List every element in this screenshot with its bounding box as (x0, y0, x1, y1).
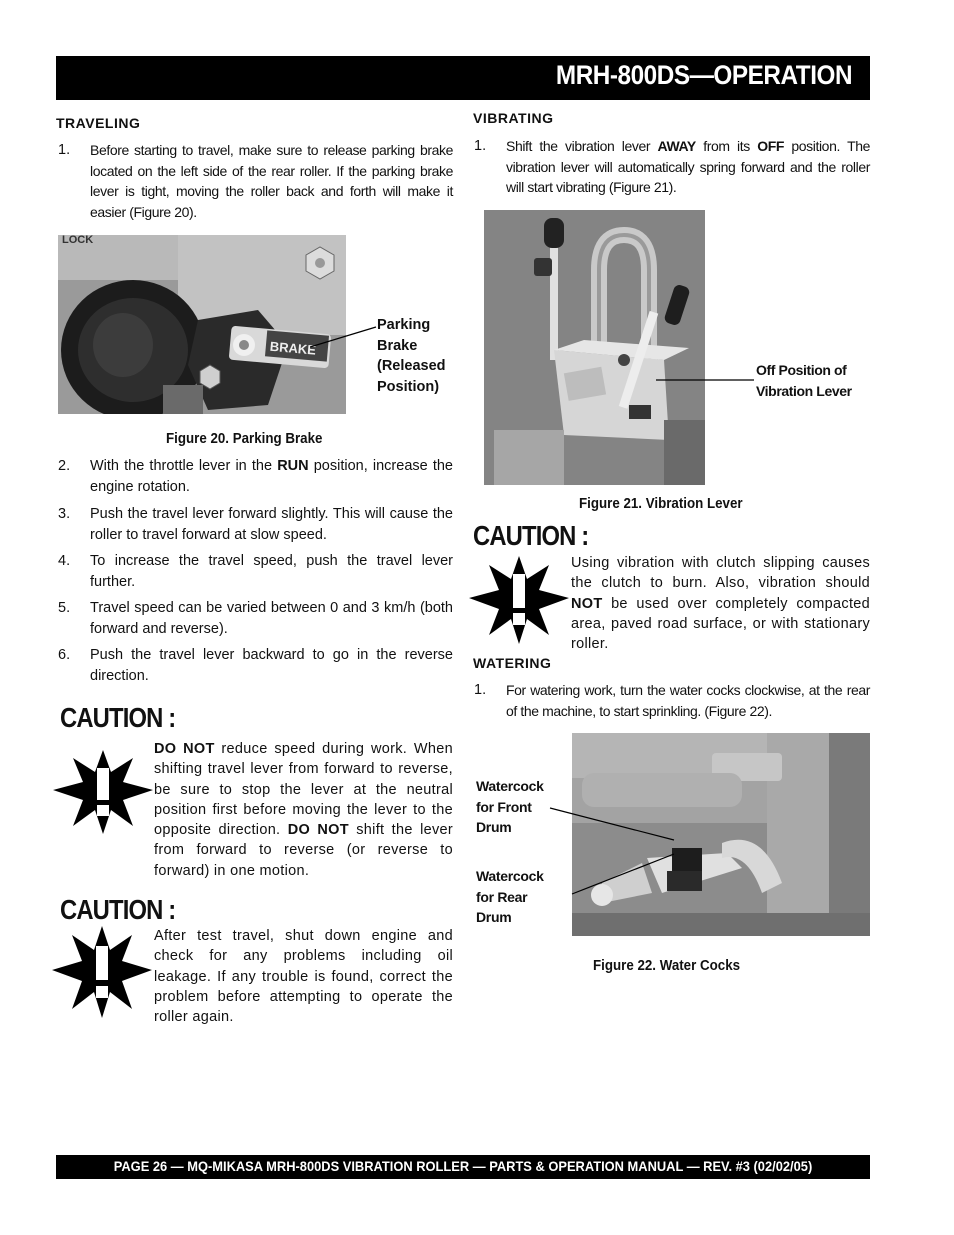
brake-label-text: BRAKE (269, 338, 317, 358)
figure21-caption: Figure 21. Vibration Lever (579, 496, 743, 512)
vibrating-step1-number: 1. (474, 138, 487, 154)
parking-brake-photo (58, 235, 346, 414)
traveling-step2-number: 2. (58, 458, 71, 474)
caution2-text: After test travel, shut down engine and check for any problems including oil leakage. If any trouble is found, correct the problem before attempting to operate the roller again. (154, 928, 453, 1026)
watering-step1-text: For watering work, turn the water cocks clockwise, at the rear of the machine, to start sprinkling. (Figure 22). (506, 682, 870, 719)
parking-brake-leader-line (310, 320, 380, 350)
traveling-step4-text: To increase the travel speed, push the travel lever further. (90, 553, 453, 590)
traveling-step6-number: 6. (58, 647, 71, 663)
watercock-rear-callout: Watercock for Rear Drum (476, 868, 544, 925)
vibrating-heading: VIBRATING (473, 110, 554, 126)
traveling-step3-text: Push the travel lever forward slightly. This will cause the roller to travel forward at slow speed. (90, 506, 453, 543)
traveling-heading: TRAVELING (56, 115, 141, 131)
watering-heading: WATERING (473, 655, 552, 671)
caution2-title: CAUTION : (60, 894, 176, 925)
caution1-title: CAUTION : (60, 702, 176, 733)
caution3-text: Using vibration with clutch slipping causes the clutch to burn. Also, vibration should NOT be used over completely compacted area, paved road surface, or with stationary roller. (571, 555, 870, 653)
traveling-step1-text: Before starting to travel, make sure to release parking brake located on the left side of the rear roller. If the parking brake lever is tight, moving the roller back and forth will make it easier (Figure 20). (90, 142, 453, 220)
vibration-lever-photo (484, 210, 705, 485)
caution3-warning-icon (469, 556, 569, 649)
traveling-step2-text: With the throttle lever in the RUN position, increase the engine rotation. (90, 458, 453, 495)
vibration-lever-leader-line (656, 374, 756, 386)
traveling-step4-number: 4. (58, 553, 71, 569)
caution2-warning-icon (52, 926, 152, 1023)
footer-text: PAGE 26 — MQ-MIKASA MRH-800DS VIBRATION ROLLER — PARTS & OPERATION MANUAL — REV. #3 (02/02/05) (113, 1158, 813, 1174)
header-bar (56, 56, 870, 100)
caution3-title: CAUTION : (473, 520, 589, 551)
watercock-front-callout: Watercock for Front Drum (476, 778, 544, 835)
watercock-leader-lines (548, 802, 678, 902)
traveling-step3-number: 3. (58, 506, 71, 522)
caution1-text: DO NOT reduce speed during work. When shifting travel lever from forward to reverse, be sure to stop the lever at the neutral position first before moving the lever to the opposite direction. DO NOT shift the lever from forward to reverse (or reverse to forward) in one motion. (154, 741, 453, 879)
figure22-caption: Figure 22. Water Cocks (593, 958, 741, 974)
caution1-warning-icon (53, 750, 153, 839)
svg-text:LOCK: LOCK (62, 235, 94, 246)
page-title: MRH-800DS—OPERATION (555, 60, 852, 90)
parking-brake-callout: Parking Brake (Released Position) (377, 317, 446, 395)
traveling-step5-number: 5. (58, 600, 71, 616)
traveling-step6-text: Push the travel lever backward to go in the reverse direction. (90, 647, 453, 684)
watering-step1-number: 1. (474, 682, 487, 698)
figure20-caption: Figure 20. Parking Brake (166, 431, 323, 447)
traveling-step1-number: 1. (58, 142, 71, 158)
traveling-step5-text: Travel speed can be varied between 0 and 3 km/h (both forward and reverse). (90, 600, 453, 637)
footer-bar (56, 1155, 870, 1179)
vibrating-step1-text: Shift the vibration lever AWAY from its OFF position. The vibration lever will automatically spring forward and the roller will start vibrating (Figure 21). (506, 138, 871, 195)
vibration-lever-callout: Off Position of Vibration Lever (756, 362, 852, 399)
